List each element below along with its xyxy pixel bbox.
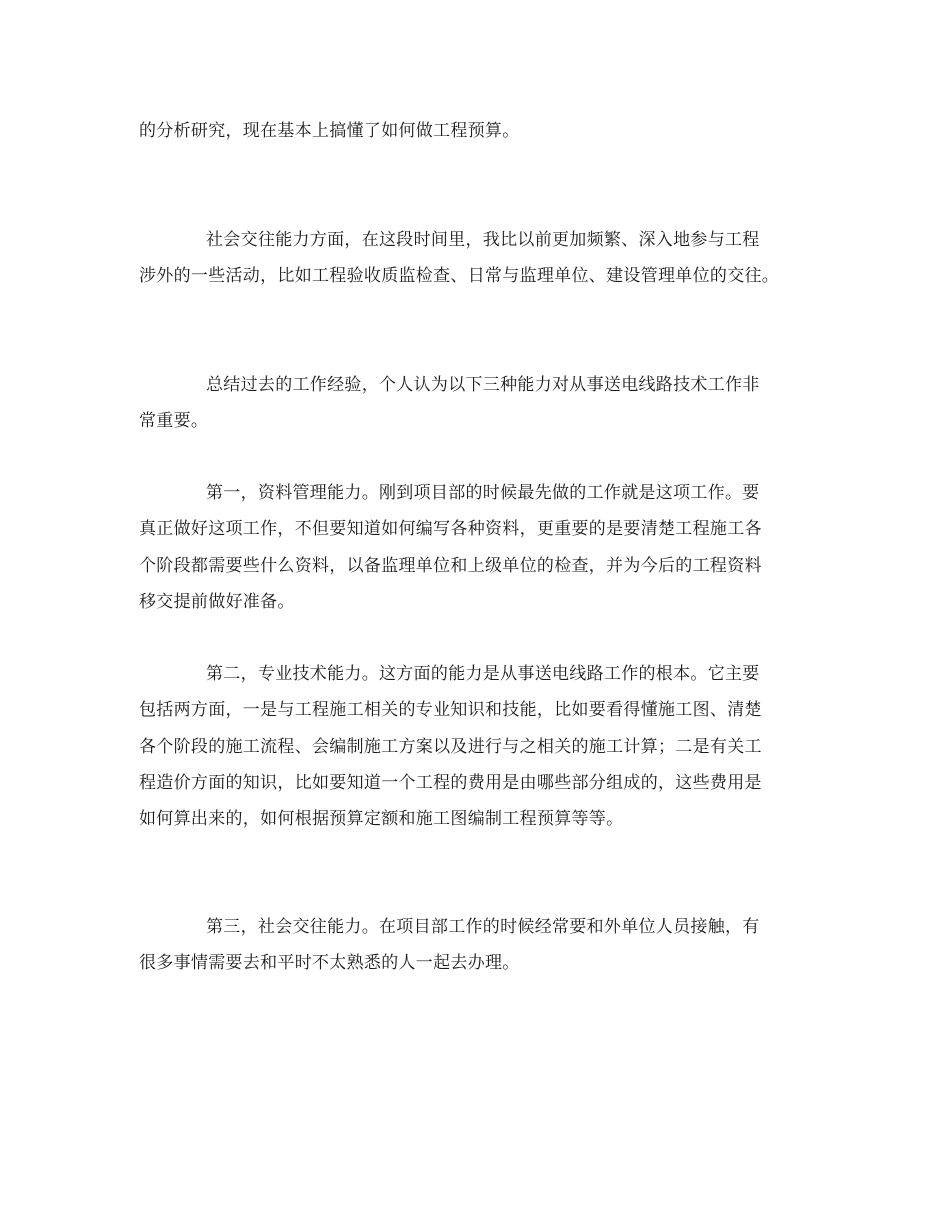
text-line: 常重要。 [139,411,209,431]
text-line: 各个阶段的施工流程、会编制施工方案以及进行与之相关的施工计算；二是有关工 [139,737,762,757]
text-line: 真正做好这项工作，不但要知道如何编写各种资料，更重要的是要清楚工程施工各 [139,519,762,539]
text-line: 涉外的一些活动，比如工程验收质监检查、日常与监理单位、建设管理单位的交往。 [139,266,780,286]
text-line: 很多事情需要去和平时不太熟悉的人一起去办理。 [139,953,520,973]
paragraph-first-line: 第一，资料管理能力。刚到项目部的时候最先做的工作就是这项工作。要 [206,483,760,503]
text-line: 包括两方面，一是与工程施工相关的专业知识和技能，比如要看得懂施工图、清楚 [139,700,762,720]
paragraph-first-line: 第三，社会交往能力。在项目部工作的时候经常要和外单位人员接触，有 [206,917,760,937]
text-line: 个阶段都需要些什么资料，以备监理单位和上级单位的检查，并为今后的工程资料 [139,556,762,576]
text-line: 的分析研究，现在基本上搞懂了如何做工程预算。 [139,121,520,141]
text-line: 如何算出来的，如何根据预算定额和施工图编制工程预算等等。 [139,809,624,829]
paragraph-first-line: 第二，专业技术能力。这方面的能力是从事送电线路工作的根本。它主要 [206,664,760,684]
text-line: 移交提前做好准备。 [139,592,295,612]
text-line: 程造价方面的知识，比如要知道一个工程的费用是由哪些部分组成的，这些费用是 [139,773,762,793]
paragraph-first-line: 总结过去的工作经验，个人认为以下三种能力对从事送电线路技术工作非 [206,375,760,395]
paragraph-first-line: 社会交往能力方面，在这段时间里，我比以前更加频繁、深入地参与工程 [206,230,760,250]
